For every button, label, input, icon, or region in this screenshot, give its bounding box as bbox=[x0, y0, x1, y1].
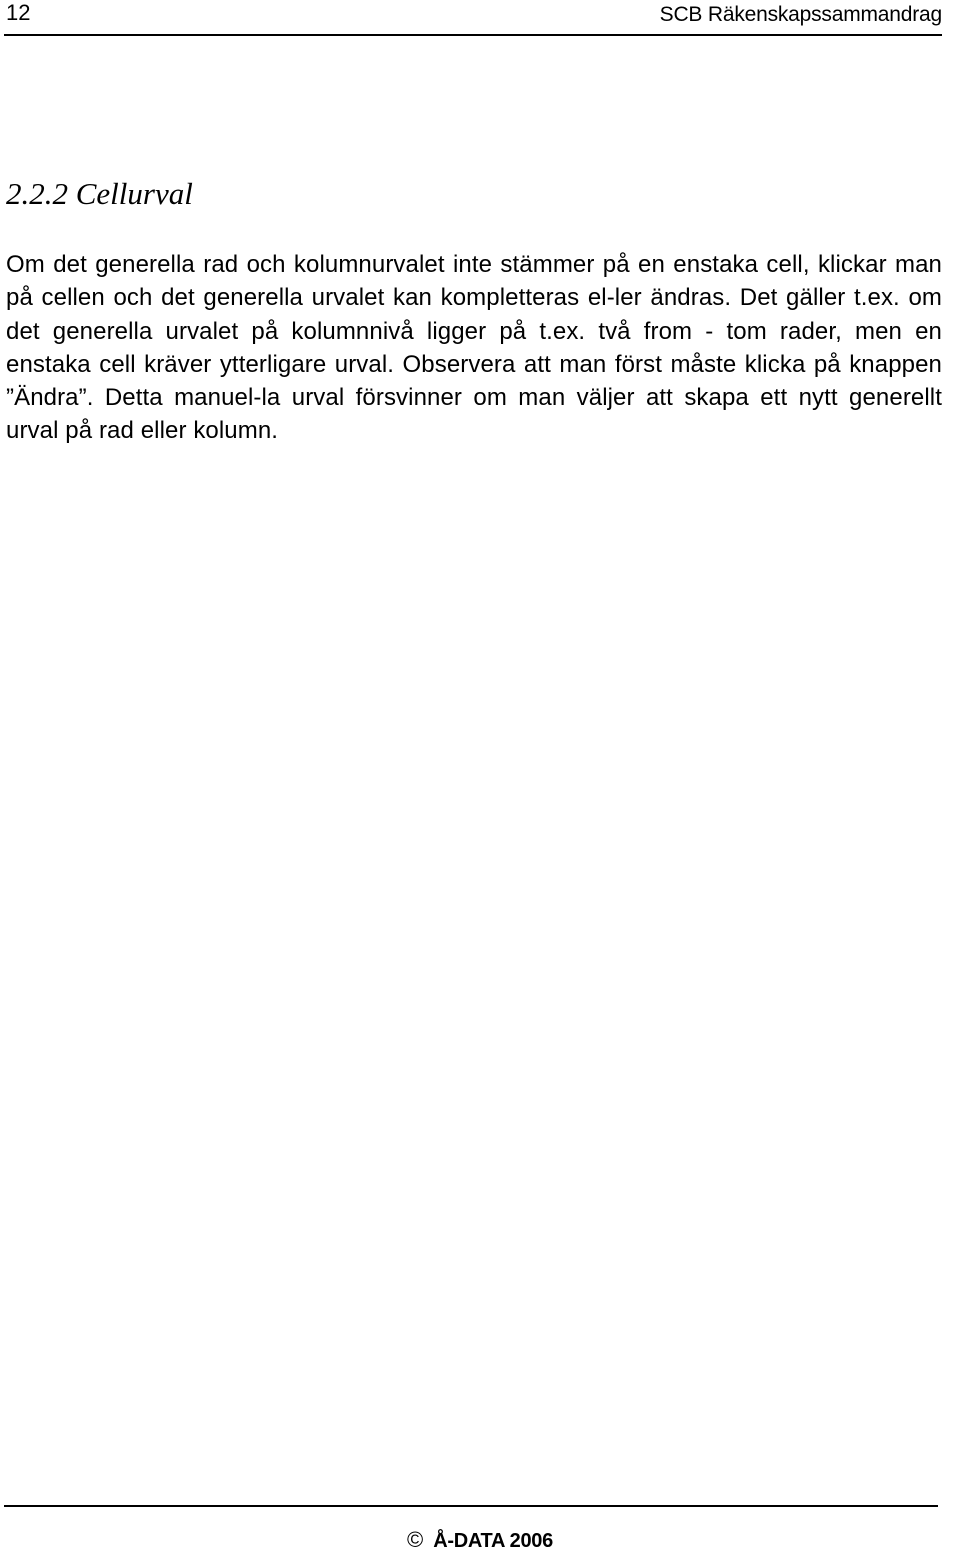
page-footer bbox=[0, 1528, 960, 1553]
page-number: 12 bbox=[6, 0, 31, 25]
copyright-holder: Å-DATA 2006 bbox=[433, 1530, 553, 1552]
section-heading: 2.2.2 Cellurval bbox=[6, 176, 193, 211]
body-paragraph: Om det generella rad och kolumnurvalet inte stämmer på en enstaka cell, klickar man på cellen och det generella urvalet kan kompletteras el-ler ändras. Det gäller t.ex. om det generella urvalet på kolumnnivå ligger på t.ex. två from - tom rader, men en enstaka cell kräver ytterligare urval. Observera att man först måste klicka på knappen ”Ändra”. Detta manuel-la urval försvinner om man väljer att skapa ett nytt generellt urval på rad eller kolumn. bbox=[6, 251, 942, 445]
footer-rule bbox=[4, 1505, 938, 1507]
page-header bbox=[4, 0, 942, 36]
copyright-icon: © bbox=[407, 1527, 424, 1552]
running-title: SCB Räkenskapssammandrag bbox=[659, 3, 942, 26]
